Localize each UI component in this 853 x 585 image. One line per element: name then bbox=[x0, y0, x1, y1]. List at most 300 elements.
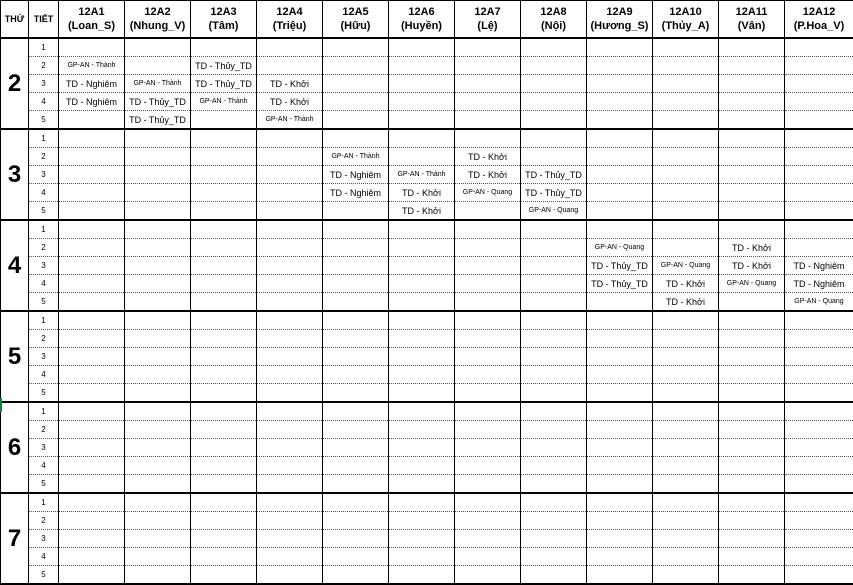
schedule-cell[interactable] bbox=[191, 530, 257, 548]
day-cell-5[interactable]: 5 bbox=[1, 311, 29, 402]
schedule-cell[interactable] bbox=[455, 93, 521, 111]
class-header-12a9[interactable] bbox=[587, 1, 653, 39]
schedule-cell[interactable] bbox=[587, 384, 653, 403]
schedule-cell[interactable]: GP-AN - Quang bbox=[587, 239, 653, 257]
schedule-cell[interactable] bbox=[59, 166, 125, 184]
schedule-cell[interactable] bbox=[521, 512, 587, 530]
schedule-cell[interactable] bbox=[719, 366, 785, 384]
period-number-cell[interactable]: 2 bbox=[29, 421, 59, 439]
schedule-cell[interactable] bbox=[59, 129, 125, 148]
schedule-cell[interactable] bbox=[521, 493, 587, 512]
schedule-cell[interactable] bbox=[257, 330, 323, 348]
schedule-cell[interactable] bbox=[653, 111, 719, 130]
schedule-cell[interactable]: TD - Khởi bbox=[257, 75, 323, 93]
schedule-cell[interactable] bbox=[191, 111, 257, 130]
schedule-cell[interactable] bbox=[257, 275, 323, 293]
schedule-cell[interactable] bbox=[323, 384, 389, 403]
schedule-cell[interactable] bbox=[653, 239, 719, 257]
schedule-cell[interactable]: TD - Thủy_TD bbox=[191, 57, 257, 75]
schedule-cell[interactable] bbox=[59, 311, 125, 330]
schedule-cell[interactable] bbox=[389, 475, 455, 494]
schedule-cell[interactable] bbox=[191, 257, 257, 275]
schedule-cell[interactable]: TD - Thủy_TD bbox=[587, 257, 653, 275]
schedule-cell[interactable] bbox=[125, 366, 191, 384]
schedule-cell[interactable] bbox=[653, 93, 719, 111]
class-header-12a4[interactable] bbox=[257, 1, 323, 39]
schedule-cell[interactable] bbox=[389, 439, 455, 457]
schedule-cell[interactable] bbox=[455, 566, 521, 585]
schedule-cell[interactable] bbox=[719, 530, 785, 548]
schedule-cell[interactable] bbox=[191, 457, 257, 475]
period-number-cell[interactable]: 5 bbox=[29, 111, 59, 130]
schedule-cell[interactable]: TD - Khởi bbox=[257, 93, 323, 111]
schedule-cell[interactable] bbox=[59, 475, 125, 494]
schedule-cell[interactable] bbox=[125, 311, 191, 330]
schedule-cell[interactable] bbox=[587, 439, 653, 457]
schedule-cell[interactable] bbox=[521, 275, 587, 293]
schedule-cell[interactable] bbox=[257, 202, 323, 221]
schedule-cell[interactable] bbox=[785, 311, 853, 330]
schedule-cell[interactable] bbox=[719, 75, 785, 93]
schedule-cell[interactable] bbox=[653, 475, 719, 494]
schedule-cell[interactable] bbox=[257, 439, 323, 457]
schedule-cell[interactable] bbox=[521, 38, 587, 57]
schedule-cell[interactable] bbox=[653, 148, 719, 166]
class-header-12a7[interactable] bbox=[455, 1, 521, 39]
schedule-cell[interactable] bbox=[455, 421, 521, 439]
schedule-cell[interactable] bbox=[455, 475, 521, 494]
schedule-cell[interactable] bbox=[389, 220, 455, 239]
schedule-cell[interactable] bbox=[587, 402, 653, 421]
schedule-cell[interactable] bbox=[455, 293, 521, 312]
day-cell-2[interactable]: 2 bbox=[1, 38, 29, 129]
period-number-cell[interactable]: 4 bbox=[29, 184, 59, 202]
schedule-cell[interactable] bbox=[653, 75, 719, 93]
schedule-cell[interactable] bbox=[521, 475, 587, 494]
schedule-cell[interactable] bbox=[455, 257, 521, 275]
schedule-cell[interactable] bbox=[653, 129, 719, 148]
schedule-cell[interactable] bbox=[521, 330, 587, 348]
schedule-cell[interactable] bbox=[653, 330, 719, 348]
schedule-cell[interactable] bbox=[59, 530, 125, 548]
schedule-cell[interactable] bbox=[323, 421, 389, 439]
schedule-cell[interactable] bbox=[587, 475, 653, 494]
day-cell-4[interactable]: 4 bbox=[1, 220, 29, 311]
schedule-cell[interactable] bbox=[587, 148, 653, 166]
schedule-cell[interactable] bbox=[719, 148, 785, 166]
schedule-cell[interactable] bbox=[191, 512, 257, 530]
schedule-cell[interactable] bbox=[455, 512, 521, 530]
schedule-cell[interactable] bbox=[521, 75, 587, 93]
schedule-cell[interactable] bbox=[653, 384, 719, 403]
schedule-cell[interactable] bbox=[587, 202, 653, 221]
thu-header[interactable]: THỨ bbox=[1, 1, 29, 39]
period-number-cell[interactable]: 2 bbox=[29, 330, 59, 348]
schedule-cell[interactable] bbox=[125, 275, 191, 293]
schedule-cell[interactable] bbox=[719, 439, 785, 457]
schedule-cell[interactable] bbox=[125, 439, 191, 457]
schedule-cell[interactable]: TD - Nghiêm bbox=[785, 275, 853, 293]
schedule-cell[interactable]: GP-AN - Quang bbox=[719, 275, 785, 293]
period-number-cell[interactable]: 3 bbox=[29, 166, 59, 184]
schedule-cell[interactable] bbox=[785, 566, 853, 585]
schedule-cell[interactable] bbox=[323, 38, 389, 57]
schedule-cell[interactable] bbox=[653, 566, 719, 585]
schedule-cell[interactable] bbox=[191, 38, 257, 57]
class-header-12a3[interactable] bbox=[191, 1, 257, 39]
schedule-cell[interactable]: TD - Nghiêm bbox=[59, 93, 125, 111]
schedule-cell[interactable]: GP-AN - Quang bbox=[455, 184, 521, 202]
schedule-cell[interactable] bbox=[455, 311, 521, 330]
schedule-cell[interactable] bbox=[521, 366, 587, 384]
schedule-cell[interactable] bbox=[257, 566, 323, 585]
schedule-cell[interactable] bbox=[785, 475, 853, 494]
schedule-cell[interactable] bbox=[785, 202, 853, 221]
schedule-cell[interactable] bbox=[125, 202, 191, 221]
schedule-cell[interactable] bbox=[389, 129, 455, 148]
period-number-cell[interactable]: 3 bbox=[29, 439, 59, 457]
period-number-cell[interactable]: 2 bbox=[29, 57, 59, 75]
schedule-cell[interactable] bbox=[125, 457, 191, 475]
period-number-cell[interactable]: 1 bbox=[29, 311, 59, 330]
schedule-cell[interactable] bbox=[455, 548, 521, 566]
class-header-12a8[interactable] bbox=[521, 1, 587, 39]
class-header-12a2[interactable] bbox=[125, 1, 191, 39]
schedule-cell[interactable] bbox=[59, 402, 125, 421]
period-number-cell[interactable]: 1 bbox=[29, 220, 59, 239]
schedule-cell[interactable]: TD - Khởi bbox=[719, 239, 785, 257]
schedule-cell[interactable] bbox=[257, 384, 323, 403]
schedule-cell[interactable] bbox=[455, 348, 521, 366]
schedule-cell[interactable] bbox=[653, 366, 719, 384]
schedule-cell[interactable] bbox=[125, 512, 191, 530]
schedule-cell[interactable] bbox=[719, 330, 785, 348]
schedule-cell[interactable] bbox=[59, 439, 125, 457]
schedule-cell[interactable] bbox=[257, 475, 323, 494]
schedule-cell[interactable] bbox=[587, 348, 653, 366]
schedule-cell[interactable] bbox=[785, 493, 853, 512]
schedule-cell[interactable] bbox=[455, 129, 521, 148]
schedule-cell[interactable]: TD - Thủy_TD bbox=[125, 111, 191, 130]
schedule-cell[interactable] bbox=[191, 439, 257, 457]
schedule-cell[interactable] bbox=[455, 439, 521, 457]
schedule-cell[interactable] bbox=[521, 311, 587, 330]
schedule-cell[interactable] bbox=[191, 220, 257, 239]
schedule-cell[interactable] bbox=[125, 475, 191, 494]
schedule-cell[interactable] bbox=[191, 293, 257, 312]
period-number-cell[interactable]: 5 bbox=[29, 475, 59, 494]
schedule-cell[interactable] bbox=[191, 311, 257, 330]
schedule-cell[interactable] bbox=[59, 220, 125, 239]
schedule-cell[interactable] bbox=[389, 348, 455, 366]
schedule-cell[interactable] bbox=[191, 421, 257, 439]
schedule-cell[interactable] bbox=[587, 457, 653, 475]
schedule-cell[interactable]: TD - Khởi bbox=[719, 257, 785, 275]
schedule-cell[interactable] bbox=[785, 93, 853, 111]
schedule-cell[interactable] bbox=[191, 129, 257, 148]
schedule-cell[interactable] bbox=[521, 111, 587, 130]
schedule-cell[interactable] bbox=[455, 402, 521, 421]
schedule-cell[interactable] bbox=[587, 512, 653, 530]
schedule-cell[interactable] bbox=[59, 548, 125, 566]
schedule-cell[interactable] bbox=[191, 239, 257, 257]
schedule-cell[interactable] bbox=[785, 530, 853, 548]
schedule-cell[interactable] bbox=[785, 57, 853, 75]
schedule-cell[interactable] bbox=[389, 311, 455, 330]
day-cell-3[interactable]: 3 bbox=[1, 129, 29, 220]
schedule-cell[interactable] bbox=[653, 166, 719, 184]
class-header-12a12[interactable] bbox=[785, 1, 853, 39]
schedule-cell[interactable] bbox=[389, 566, 455, 585]
schedule-cell[interactable] bbox=[785, 421, 853, 439]
schedule-cell[interactable] bbox=[125, 148, 191, 166]
schedule-cell[interactable] bbox=[521, 293, 587, 312]
schedule-cell[interactable] bbox=[389, 457, 455, 475]
schedule-cell[interactable] bbox=[257, 184, 323, 202]
schedule-cell[interactable] bbox=[719, 293, 785, 312]
schedule-cell[interactable] bbox=[389, 57, 455, 75]
period-number-cell[interactable]: 4 bbox=[29, 366, 59, 384]
schedule-cell[interactable] bbox=[125, 548, 191, 566]
schedule-cell[interactable] bbox=[125, 402, 191, 421]
schedule-cell[interactable] bbox=[389, 75, 455, 93]
schedule-cell[interactable] bbox=[719, 348, 785, 366]
schedule-cell[interactable]: GP-AN - Quang bbox=[521, 202, 587, 221]
schedule-cell[interactable] bbox=[653, 38, 719, 57]
schedule-cell[interactable] bbox=[587, 421, 653, 439]
schedule-cell[interactable] bbox=[323, 366, 389, 384]
schedule-cell[interactable] bbox=[323, 439, 389, 457]
schedule-cell[interactable] bbox=[59, 111, 125, 130]
schedule-cell[interactable] bbox=[59, 239, 125, 257]
schedule-cell[interactable] bbox=[125, 38, 191, 57]
schedule-cell[interactable] bbox=[59, 148, 125, 166]
schedule-cell[interactable] bbox=[191, 384, 257, 403]
schedule-cell[interactable] bbox=[653, 348, 719, 366]
schedule-cell[interactable] bbox=[587, 366, 653, 384]
schedule-cell[interactable] bbox=[719, 38, 785, 57]
class-header-12a10[interactable] bbox=[653, 1, 719, 39]
period-number-cell[interactable]: 4 bbox=[29, 275, 59, 293]
schedule-cell[interactable] bbox=[389, 530, 455, 548]
schedule-cell[interactable] bbox=[191, 166, 257, 184]
schedule-cell[interactable] bbox=[191, 493, 257, 512]
schedule-cell[interactable] bbox=[389, 38, 455, 57]
schedule-cell[interactable] bbox=[323, 93, 389, 111]
schedule-cell[interactable] bbox=[587, 166, 653, 184]
schedule-cell[interactable] bbox=[125, 493, 191, 512]
schedule-cell[interactable] bbox=[521, 530, 587, 548]
period-number-cell[interactable]: 1 bbox=[29, 402, 59, 421]
schedule-cell[interactable] bbox=[785, 457, 853, 475]
schedule-cell[interactable] bbox=[323, 275, 389, 293]
schedule-cell[interactable]: TD - Khởi bbox=[653, 293, 719, 312]
schedule-cell[interactable] bbox=[587, 111, 653, 130]
schedule-cell[interactable] bbox=[785, 330, 853, 348]
schedule-cell[interactable] bbox=[719, 57, 785, 75]
schedule-cell[interactable] bbox=[323, 330, 389, 348]
schedule-cell[interactable] bbox=[719, 475, 785, 494]
schedule-cell[interactable]: TD - Thủy_TD bbox=[521, 166, 587, 184]
schedule-cell[interactable] bbox=[389, 293, 455, 312]
schedule-cell[interactable] bbox=[191, 275, 257, 293]
schedule-cell[interactable] bbox=[191, 202, 257, 221]
schedule-cell[interactable] bbox=[785, 512, 853, 530]
schedule-cell[interactable]: TD - Thủy_TD bbox=[125, 93, 191, 111]
schedule-cell[interactable] bbox=[719, 129, 785, 148]
schedule-cell[interactable] bbox=[59, 421, 125, 439]
class-header-12a6[interactable] bbox=[389, 1, 455, 39]
schedule-cell[interactable] bbox=[653, 457, 719, 475]
schedule-cell[interactable] bbox=[587, 493, 653, 512]
schedule-cell[interactable] bbox=[653, 493, 719, 512]
schedule-cell[interactable] bbox=[521, 421, 587, 439]
schedule-cell[interactable] bbox=[257, 239, 323, 257]
period-number-cell[interactable]: 3 bbox=[29, 348, 59, 366]
day-cell-7[interactable]: 7 bbox=[1, 493, 29, 584]
schedule-cell[interactable] bbox=[323, 293, 389, 312]
schedule-cell[interactable] bbox=[257, 348, 323, 366]
schedule-cell[interactable] bbox=[785, 166, 853, 184]
schedule-cell[interactable] bbox=[191, 348, 257, 366]
schedule-cell[interactable] bbox=[587, 220, 653, 239]
schedule-cell[interactable] bbox=[389, 384, 455, 403]
schedule-cell[interactable] bbox=[59, 257, 125, 275]
schedule-cell[interactable] bbox=[125, 166, 191, 184]
period-number-cell[interactable]: 4 bbox=[29, 93, 59, 111]
schedule-cell[interactable] bbox=[521, 220, 587, 239]
period-number-cell[interactable]: 2 bbox=[29, 148, 59, 166]
schedule-cell[interactable] bbox=[257, 57, 323, 75]
schedule-cell[interactable] bbox=[59, 202, 125, 221]
schedule-cell[interactable] bbox=[587, 129, 653, 148]
schedule-cell[interactable] bbox=[653, 311, 719, 330]
schedule-cell[interactable] bbox=[719, 548, 785, 566]
schedule-cell[interactable] bbox=[191, 330, 257, 348]
schedule-cell[interactable] bbox=[785, 348, 853, 366]
period-number-cell[interactable]: 4 bbox=[29, 548, 59, 566]
schedule-cell[interactable] bbox=[719, 402, 785, 421]
schedule-cell[interactable] bbox=[191, 184, 257, 202]
schedule-cell[interactable] bbox=[719, 166, 785, 184]
schedule-cell[interactable]: GP-AN - Quang bbox=[653, 257, 719, 275]
period-number-cell[interactable]: 4 bbox=[29, 457, 59, 475]
schedule-cell[interactable] bbox=[125, 530, 191, 548]
schedule-cell[interactable] bbox=[125, 421, 191, 439]
schedule-cell[interactable] bbox=[257, 293, 323, 312]
period-number-cell[interactable]: 3 bbox=[29, 257, 59, 275]
schedule-cell[interactable] bbox=[125, 293, 191, 312]
schedule-cell[interactable] bbox=[521, 129, 587, 148]
period-number-cell[interactable]: 3 bbox=[29, 75, 59, 93]
schedule-cell[interactable] bbox=[389, 421, 455, 439]
schedule-cell[interactable] bbox=[455, 366, 521, 384]
schedule-cell[interactable] bbox=[389, 275, 455, 293]
schedule-cell[interactable] bbox=[653, 202, 719, 221]
period-number-cell[interactable]: 2 bbox=[29, 512, 59, 530]
period-number-cell[interactable]: 5 bbox=[29, 384, 59, 403]
schedule-cell[interactable] bbox=[455, 384, 521, 403]
schedule-cell[interactable]: TD - Thủy_TD bbox=[191, 75, 257, 93]
schedule-cell[interactable] bbox=[59, 384, 125, 403]
schedule-cell[interactable] bbox=[785, 184, 853, 202]
schedule-cell[interactable] bbox=[521, 57, 587, 75]
period-number-cell[interactable]: 3 bbox=[29, 530, 59, 548]
schedule-cell[interactable] bbox=[59, 457, 125, 475]
schedule-cell[interactable] bbox=[521, 239, 587, 257]
schedule-cell[interactable] bbox=[257, 257, 323, 275]
schedule-cell[interactable] bbox=[785, 38, 853, 57]
schedule-cell[interactable]: TD - Khởi bbox=[455, 166, 521, 184]
schedule-cell[interactable] bbox=[323, 311, 389, 330]
schedule-cell[interactable] bbox=[323, 530, 389, 548]
period-number-cell[interactable]: 5 bbox=[29, 293, 59, 312]
schedule-cell[interactable] bbox=[785, 75, 853, 93]
schedule-cell[interactable] bbox=[389, 239, 455, 257]
schedule-cell[interactable] bbox=[389, 402, 455, 421]
class-header-12a1[interactable] bbox=[59, 1, 125, 39]
period-number-cell[interactable]: 5 bbox=[29, 202, 59, 221]
schedule-cell[interactable] bbox=[521, 348, 587, 366]
schedule-cell[interactable] bbox=[653, 402, 719, 421]
schedule-cell[interactable] bbox=[323, 202, 389, 221]
schedule-cell[interactable] bbox=[125, 220, 191, 239]
schedule-cell[interactable] bbox=[59, 293, 125, 312]
schedule-cell[interactable] bbox=[59, 184, 125, 202]
tiet-header[interactable]: TIẾT bbox=[29, 1, 59, 39]
schedule-cell[interactable] bbox=[521, 93, 587, 111]
schedule-cell[interactable] bbox=[257, 311, 323, 330]
schedule-cell[interactable] bbox=[521, 439, 587, 457]
schedule-cell[interactable]: TD - Nghiêm bbox=[59, 75, 125, 93]
schedule-cell[interactable] bbox=[785, 129, 853, 148]
schedule-cell[interactable] bbox=[587, 184, 653, 202]
schedule-cell[interactable] bbox=[719, 421, 785, 439]
schedule-cell[interactable] bbox=[455, 202, 521, 221]
schedule-cell[interactable]: TD - Nghiêm bbox=[785, 257, 853, 275]
schedule-cell[interactable] bbox=[191, 548, 257, 566]
schedule-cell[interactable] bbox=[125, 257, 191, 275]
schedule-cell[interactable]: TD - Khởi bbox=[455, 148, 521, 166]
schedule-cell[interactable] bbox=[257, 493, 323, 512]
schedule-cell[interactable] bbox=[125, 384, 191, 403]
schedule-cell[interactable] bbox=[257, 38, 323, 57]
schedule-cell[interactable] bbox=[125, 57, 191, 75]
schedule-cell[interactable]: TD - Nghiêm bbox=[323, 166, 389, 184]
schedule-cell[interactable] bbox=[125, 129, 191, 148]
schedule-cell[interactable]: TD - Khởi bbox=[389, 202, 455, 221]
schedule-cell[interactable] bbox=[323, 457, 389, 475]
schedule-cell[interactable] bbox=[257, 166, 323, 184]
schedule-cell[interactable] bbox=[455, 57, 521, 75]
schedule-cell[interactable] bbox=[191, 566, 257, 585]
schedule-cell[interactable] bbox=[323, 402, 389, 421]
schedule-cell[interactable] bbox=[785, 402, 853, 421]
schedule-cell[interactable] bbox=[125, 330, 191, 348]
schedule-cell[interactable] bbox=[191, 148, 257, 166]
schedule-cell[interactable] bbox=[59, 348, 125, 366]
schedule-cell[interactable] bbox=[389, 330, 455, 348]
schedule-cell[interactable] bbox=[323, 111, 389, 130]
schedule-cell[interactable] bbox=[719, 512, 785, 530]
schedule-cell[interactable] bbox=[587, 75, 653, 93]
schedule-cell[interactable] bbox=[785, 366, 853, 384]
schedule-cell[interactable] bbox=[719, 202, 785, 221]
schedule-cell[interactable] bbox=[719, 111, 785, 130]
schedule-cell[interactable] bbox=[455, 530, 521, 548]
schedule-cell[interactable]: GP-AN - Thành bbox=[257, 111, 323, 130]
schedule-cell[interactable] bbox=[257, 512, 323, 530]
